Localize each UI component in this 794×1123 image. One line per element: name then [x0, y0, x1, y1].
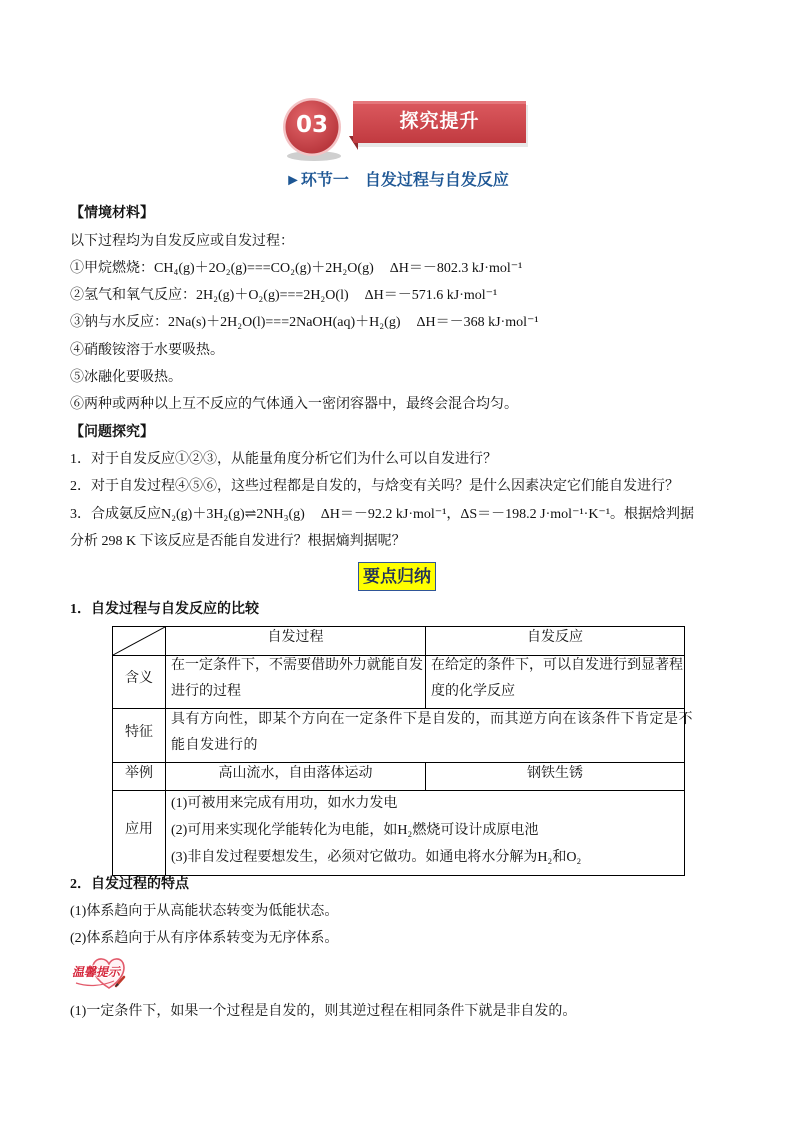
table-cell: [426, 656, 685, 709]
table-cell: [166, 763, 426, 791]
cell-line: 在给定的条件下，可以自发进行到显著程: [431, 658, 683, 673]
table-row: [113, 709, 685, 763]
question-text: 。根据焓判据: [610, 506, 695, 522]
diagonal-line: [113, 627, 165, 655]
comparison-heading: 1．自发过程与自发反应的比较: [70, 601, 259, 617]
table-cell: [166, 791, 685, 876]
feature-item: (1)体系趋向于从高能状态转变为低能状态。: [70, 903, 339, 919]
cell-line: (1)可被用来完成有用功，如水力发电: [171, 795, 398, 811]
chemical-equation: 2H₂(g)＋O₂(g)===2H₂O(l): [196, 288, 349, 304]
reaction-item: [70, 309, 785, 336]
chemical-equation: CH₄(g)＋2O₂(g)===CO₂(g)＋2H₂O(g): [154, 260, 374, 276]
reaction-label: ③钠与水反应：: [70, 315, 168, 331]
cell-line: 在一定条件下，不需要借助外力就能自发: [171, 658, 423, 673]
features-block: [70, 871, 785, 953]
question-item: [70, 501, 785, 528]
table-row: [113, 791, 685, 876]
context-label: 【情境材料】: [70, 206, 154, 222]
cell-line: (3)非自发过程要想发生，必须对它做功。如通电将水分解为H₂和O₂: [171, 849, 582, 865]
row-label: 举例: [125, 765, 153, 781]
diagonal-corner-cell: [113, 627, 166, 656]
comparison-heading-block: [70, 596, 785, 623]
enthalpy-change: ΔH＝－802.3 kJ·mol⁻¹: [389, 260, 523, 276]
row-label-cell: [113, 763, 166, 791]
chemical-equation: 2Na(s)＋2H₂O(l)===2NaOH(aq)＋H₂(g): [168, 315, 401, 331]
row-label-cell: [113, 709, 166, 763]
row-label-cell: [113, 656, 166, 709]
enthalpy-change: ΔH＝－571.6 kJ·mol⁻¹: [364, 288, 498, 304]
comparison-table: [112, 626, 693, 876]
question-prefix: 3．合成氨反应: [70, 506, 161, 522]
process-item: ⑥两种或两种以上互不反应的气体通入一密闭容器中，最终会混合均匀。: [70, 397, 518, 413]
cell-line: 具有方向性，即某个方向在一定条件下是自发的，而其逆方向在该条件下肯定是不: [171, 711, 693, 727]
context-intro: 以下过程均为自发反应或自发过程：: [70, 233, 294, 249]
cell-line: 能自发进行的: [171, 737, 258, 753]
section-title: 探究提升: [399, 111, 480, 132]
cell-line: 高山流水，自由落体运动: [218, 765, 373, 781]
process-item: ⑤冰融化要吸热。: [70, 370, 182, 386]
tip-icon-label: 温馨提示: [72, 965, 121, 979]
table-cell: [166, 709, 693, 763]
chemical-equation: N₂(g)＋3H₂(g)⇌2NH₃(g): [161, 506, 305, 522]
tip-block: [70, 998, 785, 1025]
table-cell: [426, 763, 685, 791]
enthalpy-change: ΔH＝－368 kJ·mol⁻¹: [416, 315, 539, 331]
reaction-label: ②氢气和氧气反应：: [70, 288, 196, 304]
section-badge: [270, 90, 540, 170]
table-row: [113, 656, 685, 709]
column-header: 自发过程: [267, 630, 324, 645]
row-label: 含义: [125, 671, 153, 686]
cell-line: (2)可用来实现化学能转化为电能，如H₂燃烧可设计成原电池: [171, 822, 539, 838]
tip-text: (1)一定条件下，如果一个过程是自发的，则其逆过程在相同条件下就是非自发的。: [70, 1003, 577, 1019]
section-number: 03: [295, 112, 328, 138]
summary-title: 要点归纳: [358, 562, 436, 591]
inquiry-label: 【问题探究】: [70, 424, 154, 440]
table-header-cell: [166, 627, 426, 656]
table-header-cell: [426, 627, 685, 656]
row-label-cell: [113, 791, 166, 876]
context-and-inquiry: [70, 200, 785, 555]
cell-line: 钢铁生锈: [527, 765, 583, 781]
features-heading: 2．自发过程的特点: [70, 876, 189, 892]
row-label: 应用: [125, 822, 153, 837]
reaction-label: ①甲烷燃烧：: [70, 260, 154, 276]
reaction-item: [70, 282, 785, 309]
question-item: 1．对于自发反应①②③，从能量角度分析它们为什么可以自发进行？: [70, 451, 497, 467]
thermodynamic-data: ΔH＝－92.2 kJ·mol⁻¹，ΔS＝－198.2 J·mol⁻¹·K⁻¹: [320, 506, 611, 522]
process-item: ④硝酸铵溶于水要吸热。: [70, 342, 224, 358]
table-row: [113, 763, 685, 791]
column-header: 自发反应: [527, 630, 583, 645]
cell-line: 进行的过程: [171, 684, 241, 699]
tip-heart-icon: [72, 956, 126, 990]
cell-line: 度的化学反应: [431, 684, 515, 699]
question-item: 2．对于自发过程④⑤⑥，这些过程都是自发的，与焓变有关吗？是什么因素决定它们能自发进行？: [70, 479, 679, 495]
section-heading: ►环节一 自发过程与自发反应: [285, 172, 509, 189]
reaction-item: [70, 255, 785, 282]
question-continuation: 分析 298 K 下该反应是否能自发进行？根据熵判据呢？: [70, 533, 406, 549]
table-cell: [166, 656, 426, 709]
feature-item: (2)体系趋向于从有序体系转变为无序体系。: [70, 931, 339, 947]
table-header-row: [113, 627, 685, 656]
row-label: 特征: [125, 724, 153, 740]
